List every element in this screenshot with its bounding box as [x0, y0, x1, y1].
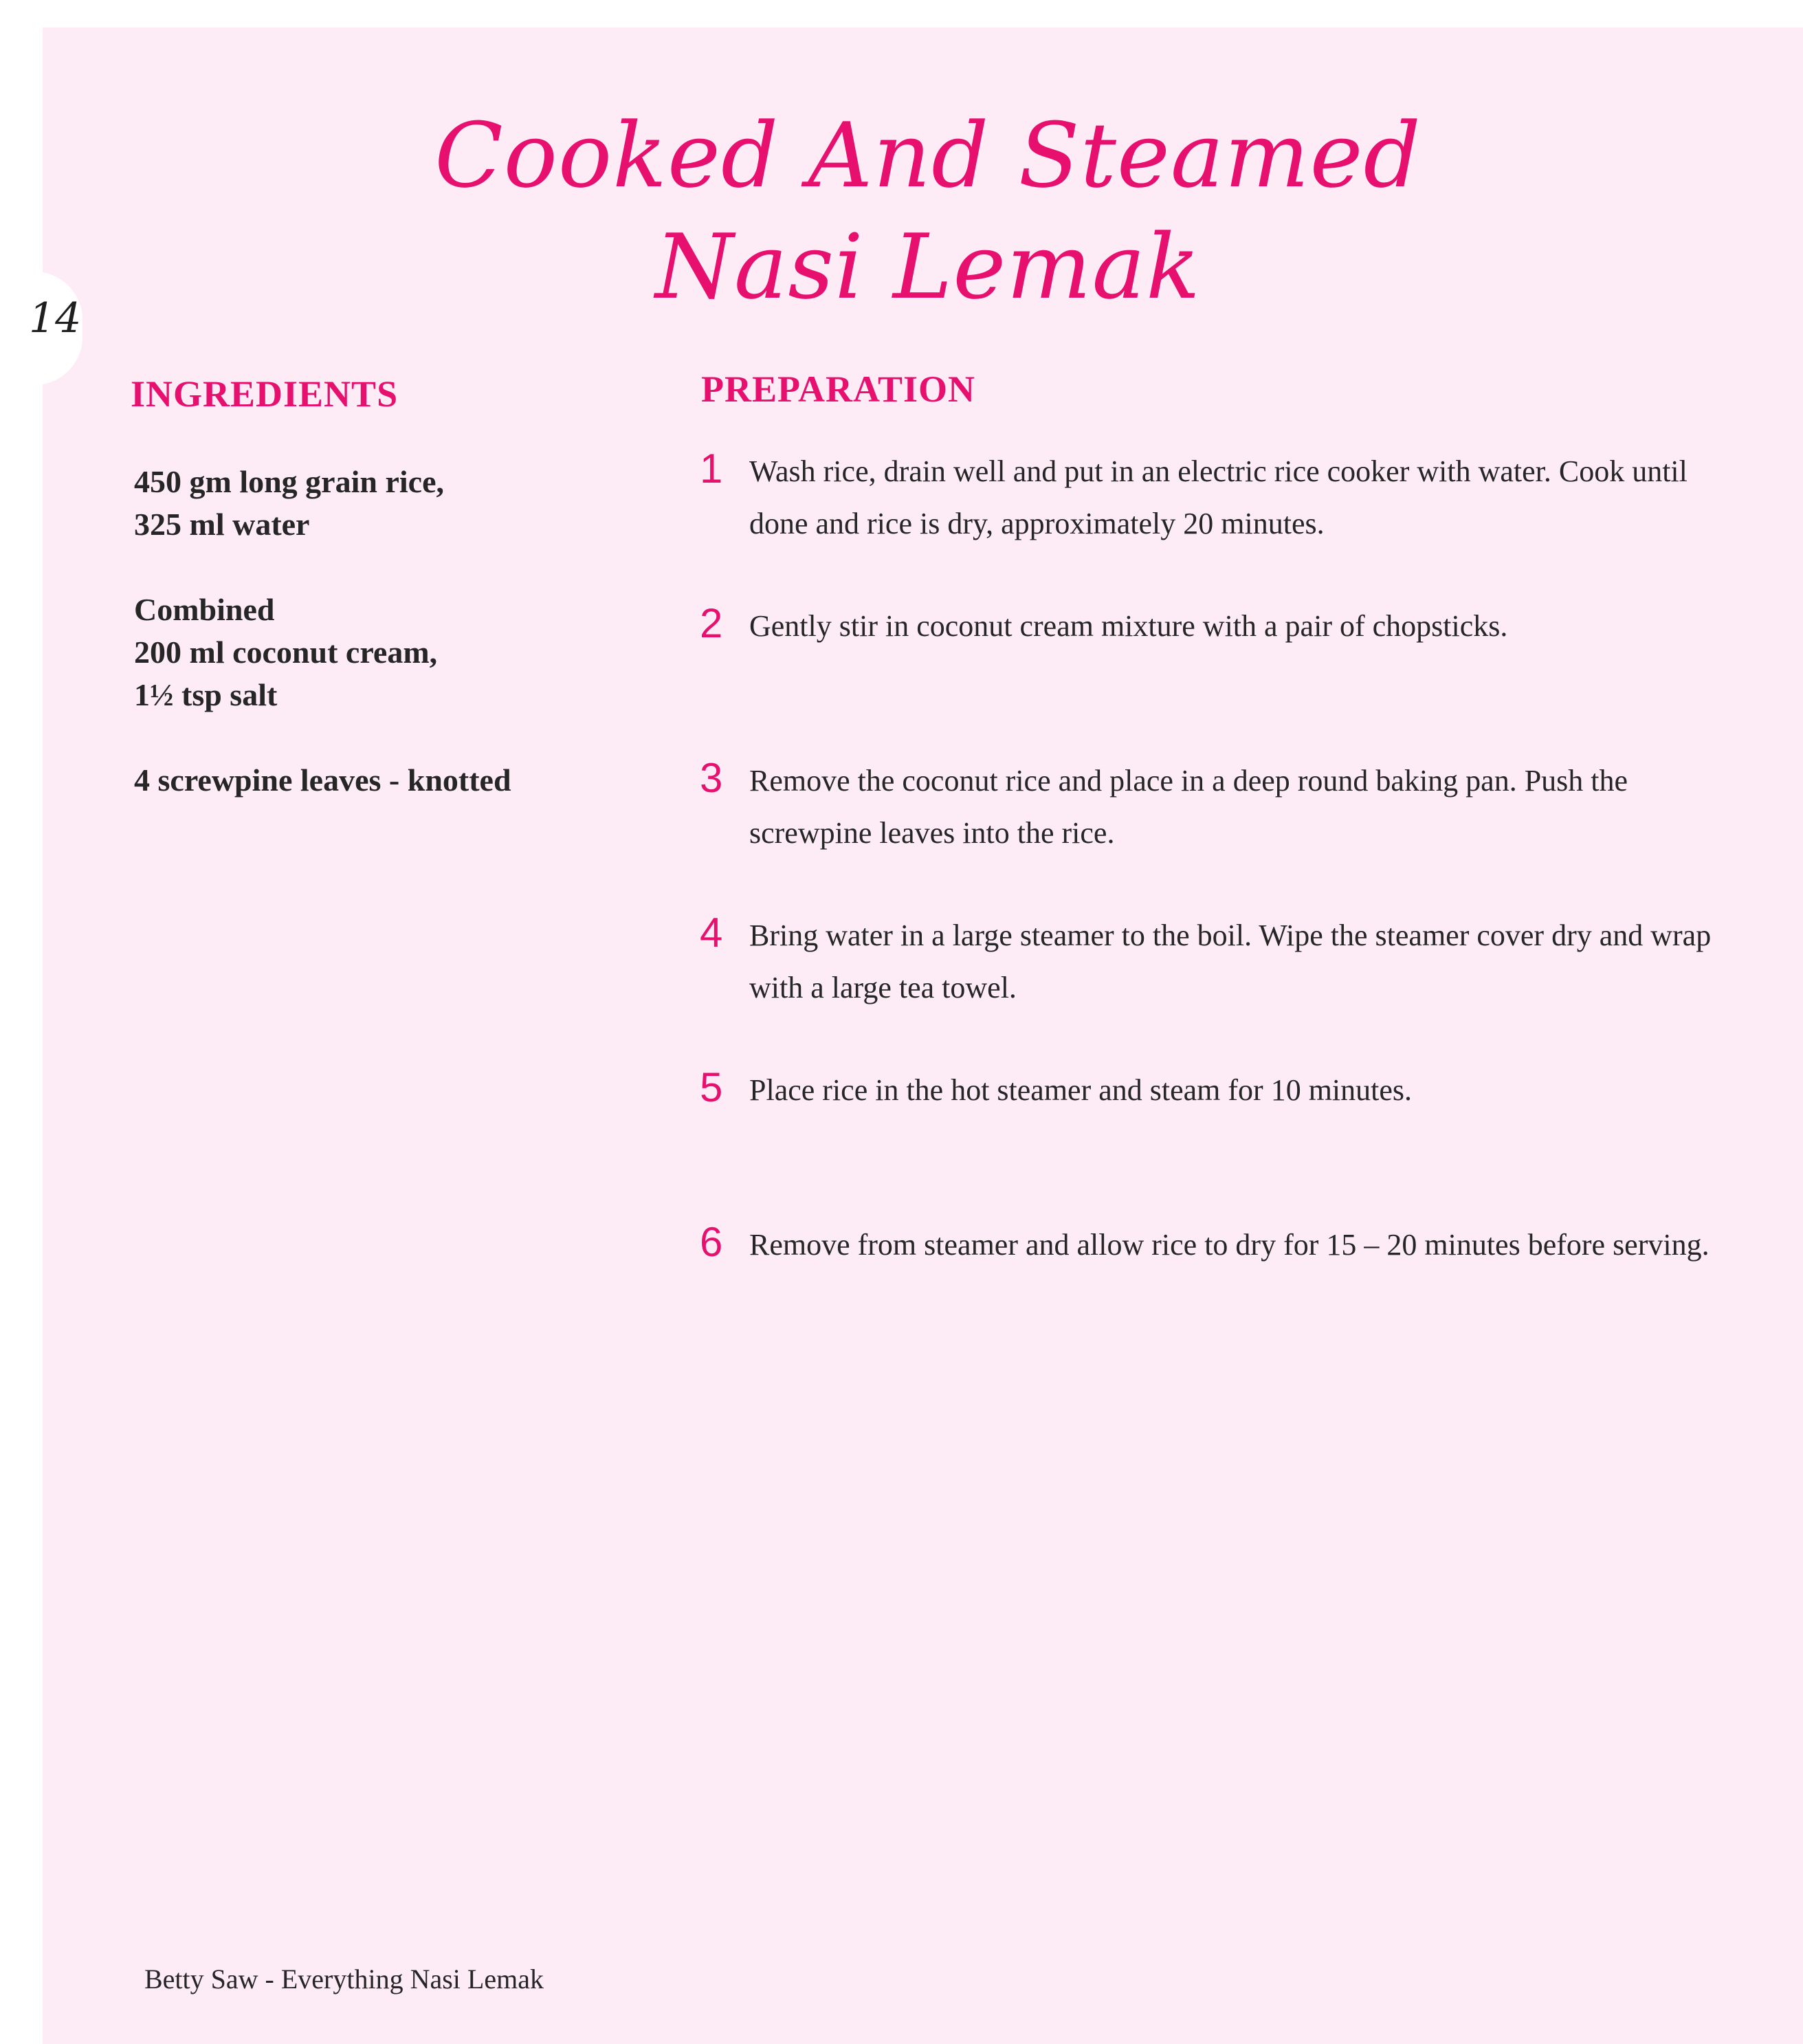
preparation-steps — [700, 446, 1745, 1374]
step-number: 1 — [700, 446, 723, 492]
step-text: Wash rice, drain well and put in an electric rice cooker with water. Cook until done and rice is dry, approximately 20 minutes. — [749, 454, 1688, 540]
ingredient-line: 4 screwpine leaves - knotted — [134, 762, 511, 798]
step-number: 2 — [700, 600, 723, 646]
preparation-step — [700, 600, 1745, 755]
recipe-title — [344, 100, 1512, 322]
ingredient-line: 325 ml water — [134, 507, 310, 542]
title-line-2: Nasi Lemak — [655, 215, 1201, 319]
ingredients-heading: INGREDIENTS — [131, 373, 399, 415]
ingredients-list — [134, 461, 656, 844]
ingredient-line: Combined — [134, 592, 275, 627]
step-number: 4 — [700, 910, 723, 956]
preparation-step — [700, 910, 1745, 1064]
ingredient-line: 200 ml coconut cream, — [134, 635, 438, 670]
step-text: Place rice in the hot steamer and steam for 10 minutes. — [749, 1073, 1413, 1107]
page-number: 14 — [29, 294, 82, 342]
ingredient-line: 1½ tsp salt — [134, 677, 278, 712]
ingredient-line: 450 gm long grain rice, — [134, 464, 444, 499]
ingredient-group — [134, 759, 656, 802]
step-text: Gently stir in coconut cream mixture with a pair of chopsticks. — [749, 609, 1508, 643]
step-text: Remove from steamer and allow rice to dry for 15 – 20 minutes before serving. — [749, 1228, 1710, 1262]
ingredient-group — [134, 589, 656, 716]
preparation-step — [700, 1219, 1745, 1374]
step-number: 6 — [700, 1219, 723, 1265]
step-text: Bring water in a large steamer to the boil. Wipe the steamer cover dry and wrap with a large tea towel. — [749, 919, 1712, 1004]
step-number: 5 — [700, 1064, 723, 1110]
title-line-1: Cooked And Steamed — [434, 103, 1422, 208]
ingredient-group — [134, 461, 656, 546]
step-text: Remove the coconut rice and place in a deep round baking pan. Push the screwpine leaves into the rice. — [749, 764, 1628, 850]
preparation-heading: PREPARATION — [701, 369, 975, 410]
footer-credit: Betty Saw - Everything Nasi Lemak — [144, 1964, 544, 1994]
step-number: 3 — [700, 755, 723, 801]
preparation-step — [700, 446, 1745, 600]
preparation-step — [700, 1064, 1745, 1219]
preparation-step — [700, 755, 1745, 910]
